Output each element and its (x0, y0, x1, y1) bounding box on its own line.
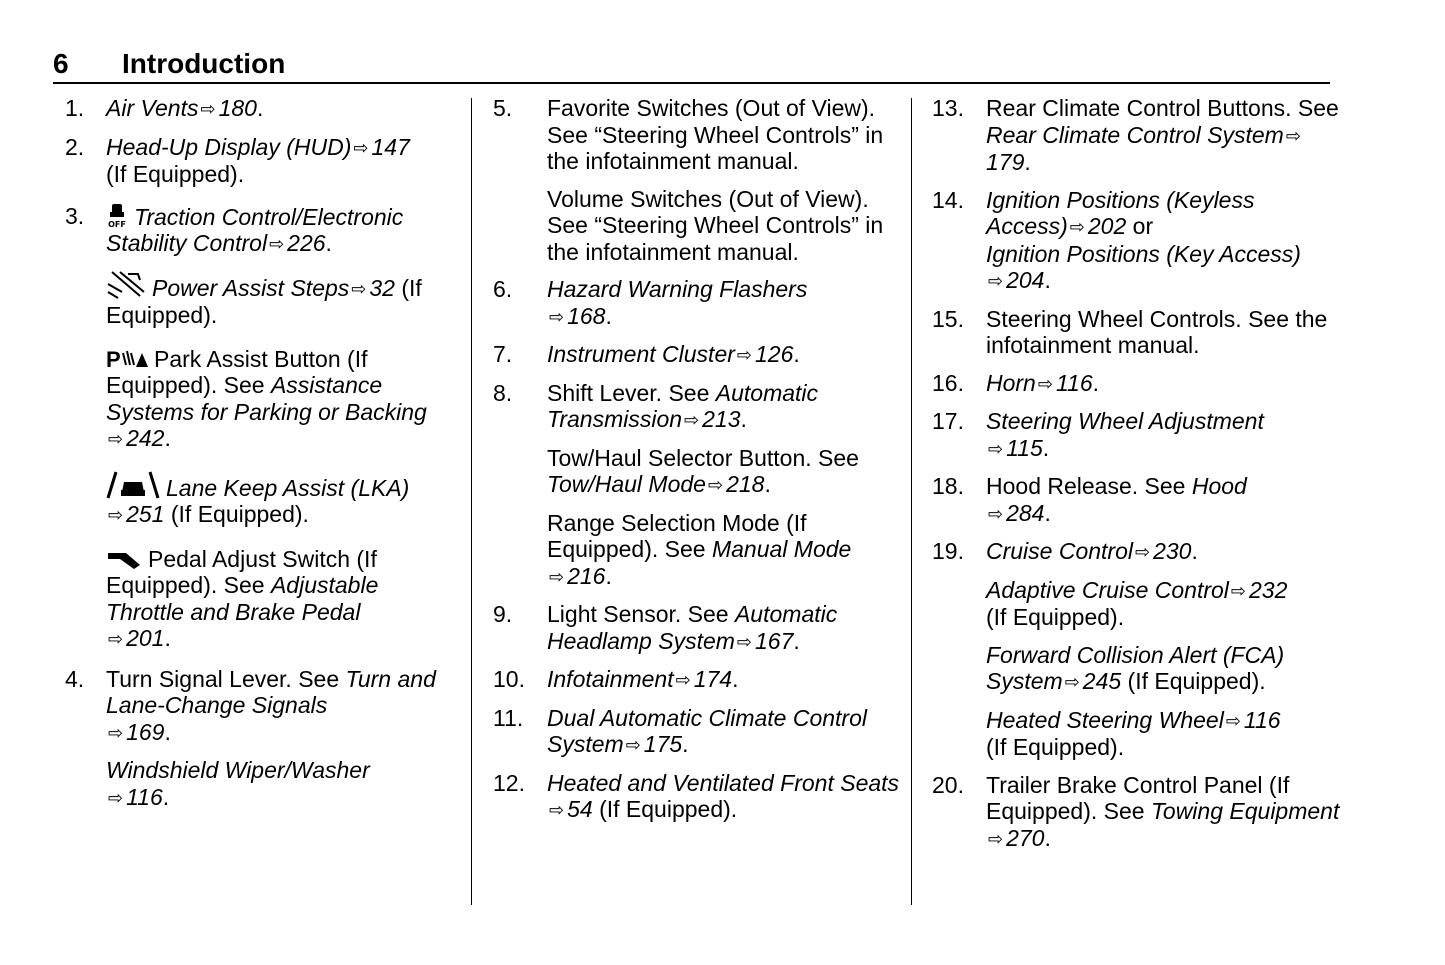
cross-reference-link[interactable]: Power Assist Steps (152, 274, 350, 301)
cross-reference-link[interactable]: Assistance Systems for Parking or Backing (106, 372, 427, 425)
column-3 (930, 95, 1340, 863)
page-arrow-icon: ⇨ (108, 505, 124, 525)
page-reference[interactable]: 32 (369, 274, 395, 301)
page-reference[interactable]: 270 (1006, 824, 1045, 851)
list-subitem: Power Assist Steps ⇨ 32 (If Equipped). (106, 270, 460, 329)
list-item: 8. Shift Lever. See Automatic Transmission ⇨ 213. (493, 379, 819, 432)
list-subitem: Range Selection Mode (If Equipped). See Manual Mode ⇨ 216. (547, 509, 852, 589)
page-arrow-icon: ⇨ (549, 800, 565, 820)
page-arrow-icon: ⇨ (988, 271, 1004, 291)
page-arrow-icon: ⇨ (549, 306, 565, 327)
cross-reference-link[interactable]: Ignition Positions (Key Access) (986, 240, 1301, 267)
page-reference[interactable]: 226 (287, 230, 326, 256)
page-reference[interactable]: 284 (1006, 499, 1045, 526)
list-item: 15. Steering Wheel Controls. See the infotainment manual. (932, 305, 1328, 358)
page-arrow-icon: ⇨ (988, 828, 1004, 849)
cross-reference-link[interactable]: Steering Wheel Adjustment (986, 408, 1264, 434)
page-reference[interactable]: 115 (1006, 434, 1043, 461)
page-reference[interactable]: 147 (371, 133, 410, 160)
list-item: 18. Hood Release. See Hood ⇨ 284. (932, 473, 1247, 526)
list-item: 14. Ignition Positions (Keyless Access) ⇨ 202 or Ignition Positions (Key Access) ⇨ 204. (932, 186, 1301, 293)
page-arrow-icon: ⇨ (1225, 710, 1241, 731)
page-reference[interactable]: 245 (1082, 668, 1122, 694)
page-reference[interactable]: 230 (1153, 538, 1192, 564)
page-reference[interactable]: 251 (126, 501, 165, 527)
page-arrow-icon: ⇨ (269, 234, 285, 254)
page-arrow-icon: ⇨ (108, 722, 124, 743)
page-reference[interactable]: 116 (126, 783, 163, 810)
svg-text:OFF: OFF (108, 219, 126, 229)
page-arrow-icon: ⇨ (1069, 217, 1085, 237)
page-arrow-icon: ⇨ (1285, 125, 1301, 146)
traction-control-off-icon (106, 203, 128, 229)
list-subitem: Lane Keep Assist (LKA) ⇨ 251 (If Equipped). (106, 470, 460, 529)
page-reference[interactable]: 201 (126, 625, 165, 651)
page-arrow-icon: ⇨ (108, 629, 124, 649)
cross-reference-link[interactable]: Forward Collision Alert (FCA) System (986, 641, 1285, 694)
page-header (53, 44, 1330, 84)
page-reference[interactable]: 116 (1055, 369, 1093, 396)
cross-reference-link[interactable]: Lane Keep Assist (LKA) (166, 474, 410, 501)
page-reference[interactable]: 180 (218, 95, 257, 121)
lane-keep-assist-icon (106, 470, 160, 500)
list-item: 4. Turn Signal Lever. See Turn and Lane-Change Signals ⇨ 169. (65, 665, 436, 745)
cross-reference-link[interactable]: Cruise Control (986, 538, 1133, 564)
cross-reference-link[interactable]: Hazard Warning Flashers (547, 276, 808, 302)
page-reference[interactable]: 169 (126, 718, 165, 745)
page-arrow-icon: ⇨ (549, 566, 565, 587)
page-arrow-icon: ⇨ (1037, 373, 1053, 394)
page-arrow-icon: ⇨ (353, 137, 369, 158)
page-reference[interactable]: 216 (567, 562, 606, 589)
cross-reference-link[interactable]: Head-Up Display (HUD) (106, 133, 352, 160)
page-arrow-icon: ⇨ (988, 503, 1004, 524)
list-item: 16. Horn ⇨ 116. (932, 369, 1100, 396)
page-reference[interactable]: 174 (693, 666, 733, 692)
page-arrow-icon: ⇨ (108, 429, 124, 449)
page-arrow-icon: ⇨ (1135, 542, 1151, 562)
cross-reference-link[interactable]: Hood (1191, 473, 1247, 499)
page-reference[interactable]: 54 (567, 796, 593, 822)
list-item: 6. Hazard Warning Flashers ⇨ 168. (493, 276, 808, 329)
list-subitem: Heated Steering Wheel ⇨ 116 (If Equipped). (986, 706, 1281, 760)
page-reference[interactable]: 116 (1243, 706, 1281, 733)
list-item: 2. Head-Up Display (HUD) ⇨ 147 (If Equipped). (65, 133, 410, 187)
page-arrow-icon: ⇨ (684, 410, 700, 430)
cross-reference-link[interactable]: Manual Mode (711, 536, 852, 562)
page-arrow-icon: ⇨ (1064, 672, 1080, 692)
list-item: 17. Steering Wheel Adjustment ⇨ 115. (932, 408, 1264, 461)
page-arrow-icon: ⇨ (736, 345, 752, 365)
page-reference[interactable]: 126 (755, 341, 794, 367)
cross-reference-link[interactable]: Air Vents (106, 95, 199, 121)
cross-reference-link[interactable]: Adaptive Cruise Control (986, 576, 1229, 603)
list-item: 13. Rear Climate Control Buttons. See Rear Climate Control System ⇨179. (932, 95, 1339, 175)
cross-reference-link[interactable]: Horn (986, 369, 1036, 396)
cross-reference-link[interactable]: Rear Climate Control System (986, 121, 1284, 148)
cross-reference-link[interactable]: Heated Steering Wheel (986, 706, 1224, 733)
page-arrow-icon: ⇨ (675, 670, 691, 690)
page-arrow-icon: ⇨ (108, 787, 124, 808)
page-reference[interactable]: 202 (1087, 213, 1127, 239)
page-reference[interactable]: 168 (567, 302, 606, 329)
page-arrow-icon: ⇨ (351, 278, 367, 299)
column-divider (471, 98, 472, 905)
column-2 (491, 95, 901, 835)
cross-reference-link[interactable]: Tow/Haul Mode (547, 471, 706, 497)
page-arrow-icon: ⇨ (1230, 580, 1246, 601)
cross-reference-link[interactable]: Instrument Cluster (547, 341, 735, 367)
cross-reference-link[interactable]: Traction Control/Electronic Stability Control (106, 203, 404, 256)
cross-reference-link[interactable]: Ignition Positions (Keyless Access) (986, 186, 1255, 239)
cross-reference-link[interactable]: Infotainment (547, 666, 674, 692)
page-number: 6 (53, 48, 69, 79)
list-item: 20. Trailer Brake Control Panel (If Equipped). See Towing Equipment⇨ 270. (932, 771, 1340, 851)
power-assist-steps-icon (106, 270, 146, 300)
cross-reference-link[interactable]: Adjustable Throttle and Brake Pedal (106, 572, 379, 625)
list-subitem: Adaptive Cruise Control ⇨ 232 (If Equipped). (986, 576, 1288, 630)
page-reference[interactable]: 213 (702, 406, 741, 432)
cross-reference-link[interactable]: Heated and Ventilated Front Seats (547, 769, 900, 796)
page-reference[interactable]: 242 (126, 425, 165, 451)
cross-reference-link[interactable]: Turn and Lane-Change Signals (106, 665, 436, 718)
list-item: 5. Favorite Switches (Out of View). See “Steering Wheel Controls” in the infotainment manual. (493, 95, 884, 174)
page-reference[interactable]: 167 (755, 627, 794, 654)
list-item: 19. Cruise Control ⇨ 230. (932, 538, 1198, 564)
list-subitem: Volume Switches (Out of View). See “Steering Wheel Controls” in the infotainment manual. (547, 185, 884, 265)
cross-reference-link[interactable]: Automatic Transmission (547, 379, 819, 432)
list-subitem: Tow/Haul Selector Button. See Tow/Haul Mode ⇨ 218. (547, 444, 859, 497)
list-item: 1. Air Vents ⇨ 180. (65, 95, 264, 121)
page-arrow-icon: ⇨ (736, 631, 753, 652)
list-item: 10. Infotainment ⇨ 174. (493, 666, 739, 692)
page-reference[interactable]: 204 (1006, 267, 1045, 293)
list-subitem: Pedal Adjust Switch (If Equipped). See Adjustable Throttle and Brake Pedal ⇨ 201. (106, 545, 379, 651)
cross-reference-link[interactable]: Towing Equipment (1150, 798, 1340, 824)
list-item: 7. Instrument Cluster ⇨ 126. (493, 341, 800, 367)
svg-text:P: P (106, 346, 121, 371)
list-item: 3. OFF Traction Control/Electronic Stability Control ⇨ 226. (65, 202, 404, 256)
list-item: 9. Light Sensor. See Automatic Headlamp System ⇨ 167. (493, 601, 838, 654)
column-divider (911, 98, 912, 905)
page-arrow-icon: ⇨ (988, 438, 1004, 459)
page-arrow-icon: ⇨ (625, 735, 641, 755)
page-arrow-icon: ⇨ (707, 475, 724, 495)
page-reference[interactable]: 179 (986, 149, 1025, 175)
page-reference[interactable]: 232 (1249, 576, 1288, 603)
list-subitem: P Park Assist Button (If Equipped). See Assistance Systems for Parking or Backing ⇨ 242. (106, 345, 427, 451)
list-subitem: Forward Collision Alert (FCA) System ⇨ 245 (If Equipped). (986, 641, 1285, 694)
list-subitem: Windshield Wiper/Washer ⇨ 116. (106, 757, 370, 810)
page-reference[interactable]: 218 (726, 471, 765, 497)
list-item: 11. Dual Automatic Climate Control System ⇨ 175. (493, 704, 867, 757)
column-1 (60, 95, 460, 822)
pedal-adjust-icon (106, 549, 142, 571)
page-arrow-icon: ⇨ (200, 99, 216, 119)
cross-reference-link[interactable]: Windshield Wiper/Washer (106, 757, 370, 783)
page-title: Introduction (122, 48, 286, 79)
cross-reference-link[interactable]: Dual Automatic Climate Control System (547, 704, 867, 757)
page-reference[interactable]: 175 (643, 731, 683, 757)
park-assist-icon (106, 347, 148, 371)
cross-reference-link[interactable]: Automatic Headlamp System (547, 601, 838, 654)
list-item: 12. Heated and Ventilated Front Seats⇨ 54 (If Equipped). (493, 769, 900, 822)
